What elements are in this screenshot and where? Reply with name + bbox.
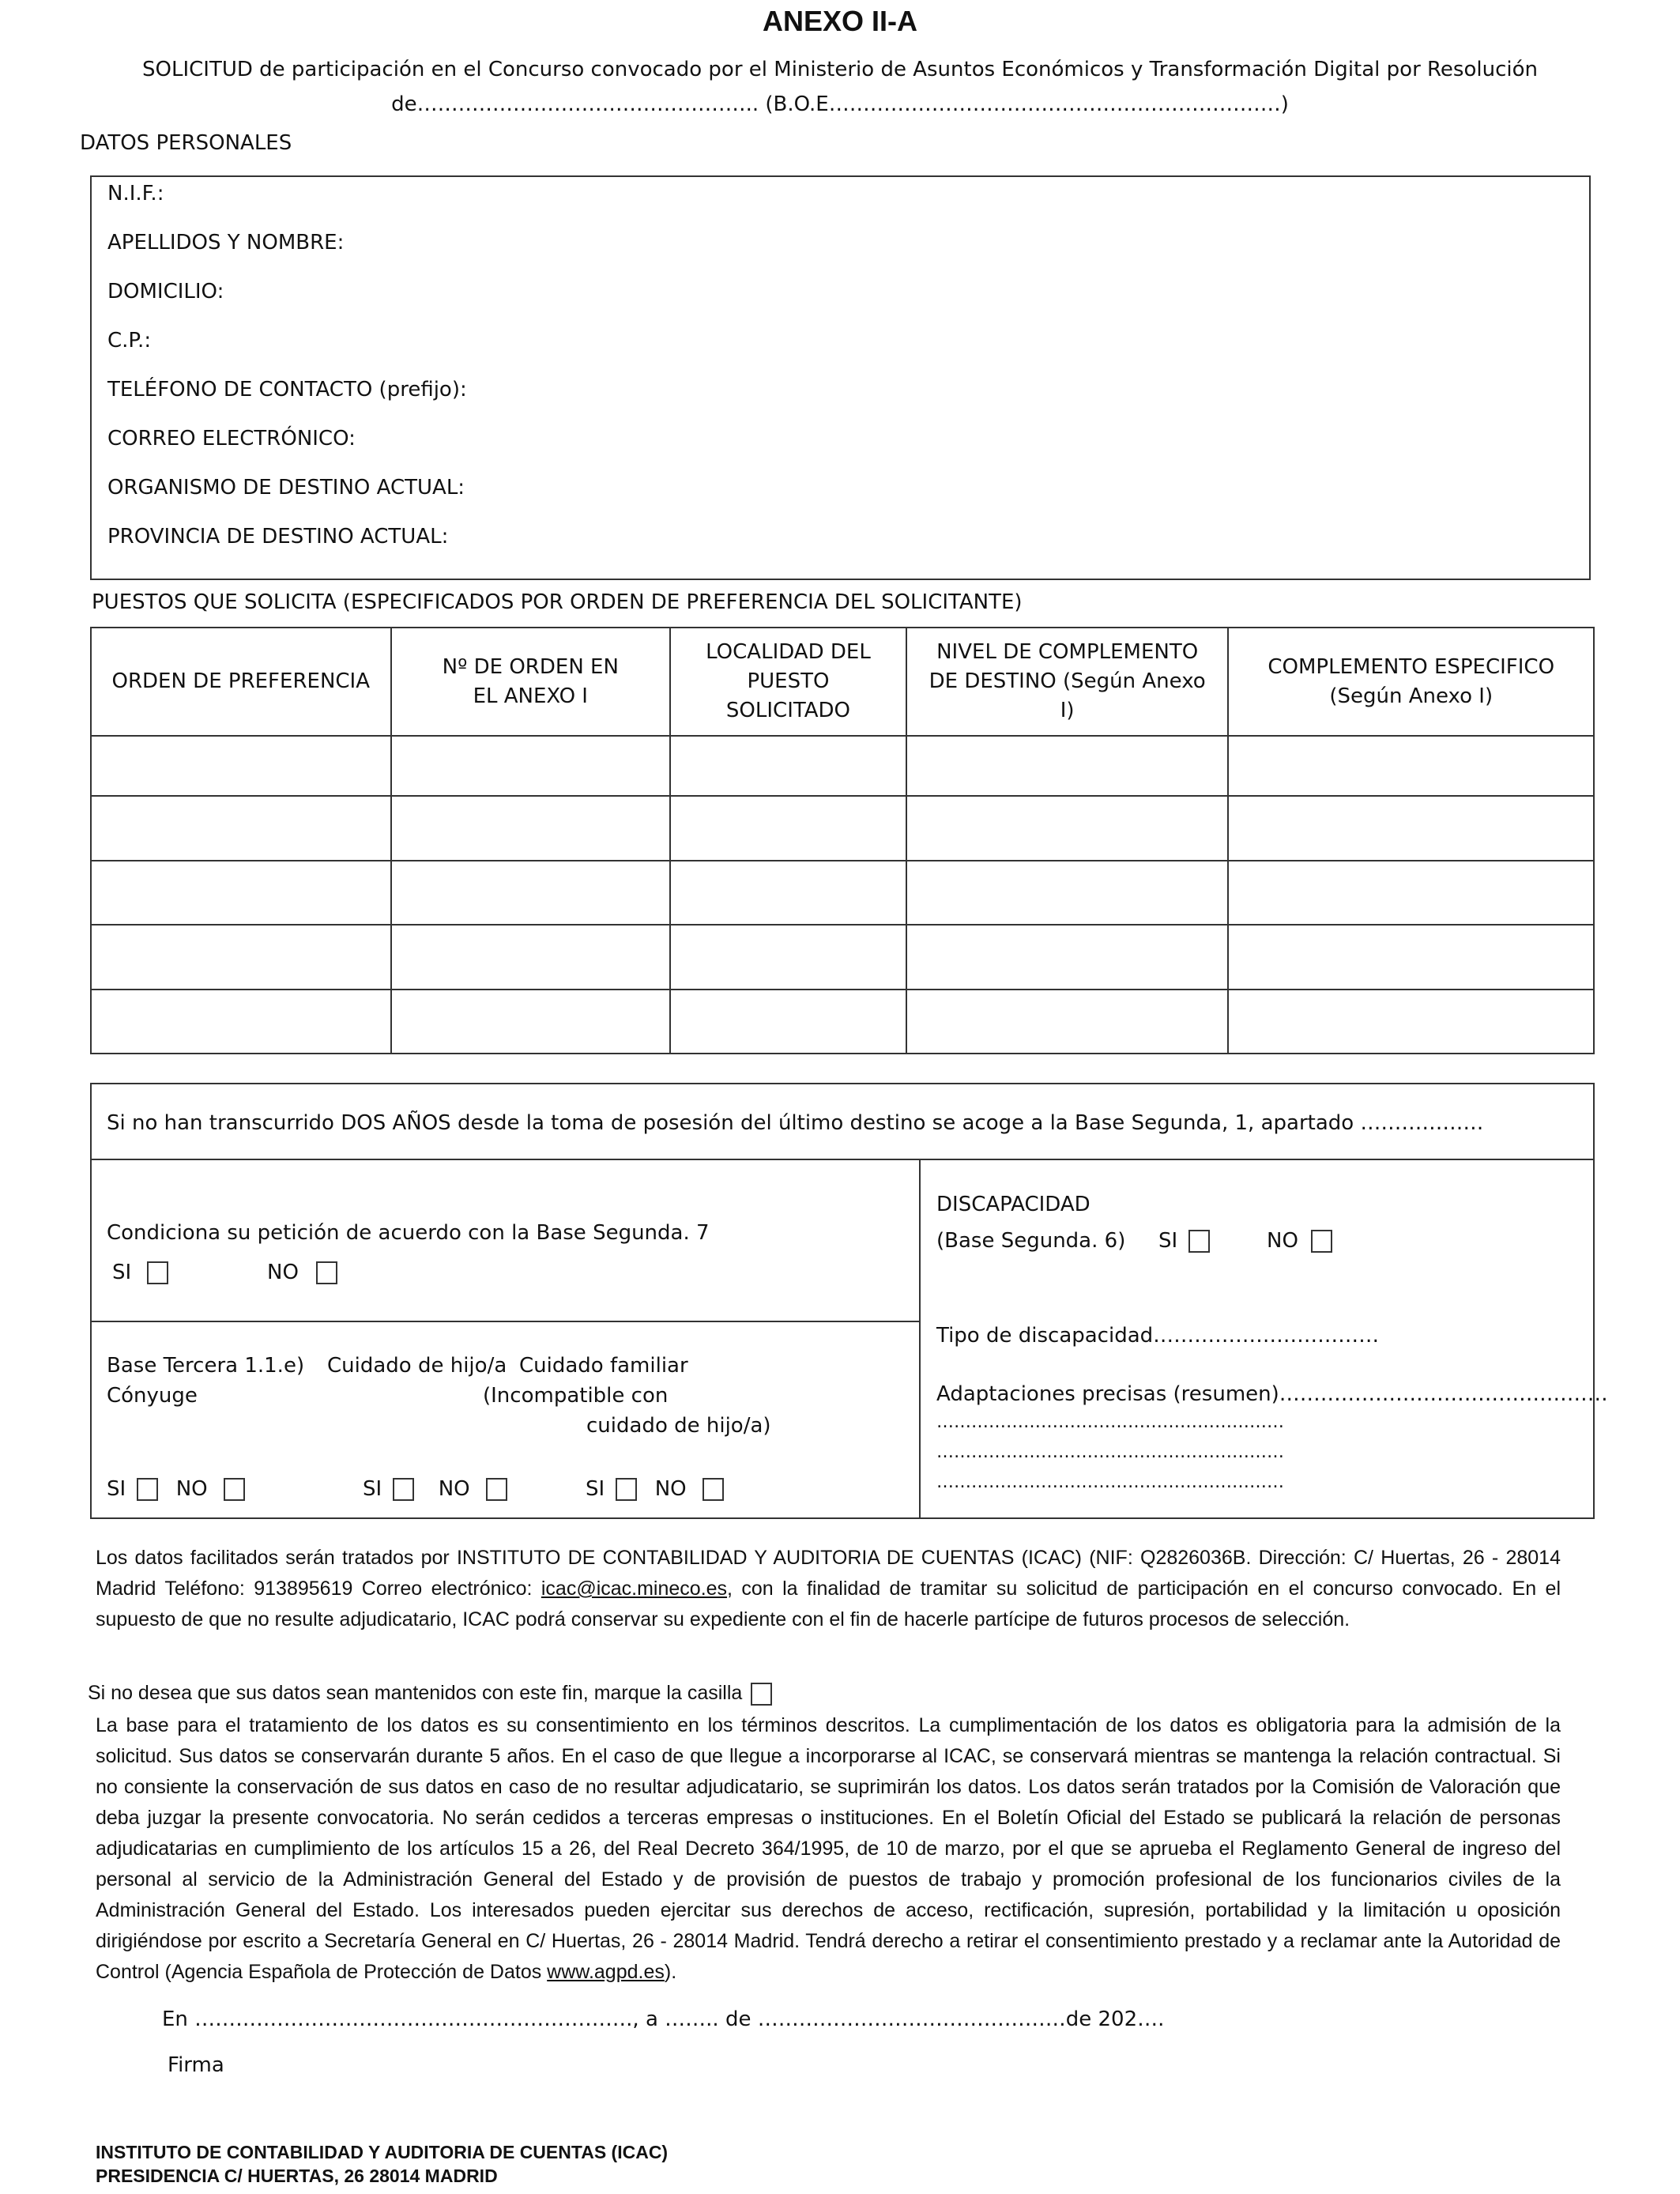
table-cell[interactable] [670, 990, 906, 1054]
condiciona-si-checkbox[interactable] [147, 1261, 168, 1284]
field-provincia[interactable]: PROVINCIA DE DESTINO ACTUAL: [107, 525, 449, 548]
adaptaciones-field[interactable]: Adaptaciones precisas (resumen)………………………………………… [936, 1382, 1608, 1406]
discapacidad-no-checkbox[interactable] [1311, 1230, 1332, 1253]
table-cell[interactable] [391, 796, 671, 861]
privacy-text: ). [664, 1961, 677, 1983]
discapacidad-no-group [1267, 1229, 1332, 1253]
table-cell[interactable] [391, 861, 671, 925]
col-localidad: LOCALIDAD DEL PUESTO SOLICITADO [670, 628, 906, 736]
table-cell[interactable] [391, 736, 671, 796]
table-cell[interactable] [91, 990, 391, 1054]
field-domicilio[interactable]: DOMICILIO: [107, 280, 224, 303]
discapacidad-heading: DISCAPACIDAD [936, 1193, 1090, 1216]
datos-personales-heading: DATOS PERSONALES [80, 131, 292, 155]
cuidado-hijo-no-checkbox[interactable] [486, 1478, 507, 1501]
cuidado-hijo-choice [363, 1477, 507, 1501]
table-cell[interactable] [906, 861, 1229, 925]
conyuge-choice [107, 1477, 245, 1501]
table-cell[interactable] [1228, 990, 1594, 1054]
no-label: NO [1267, 1229, 1298, 1253]
divider [90, 1321, 920, 1322]
puestos-header-row [91, 628, 1594, 736]
table-cell[interactable] [906, 796, 1229, 861]
cuidado-hijo-si-checkbox[interactable] [393, 1478, 414, 1501]
col-num-orden: Nº DE ORDEN EN EL ANEXO I [391, 628, 671, 736]
no-label: NO [175, 1477, 208, 1501]
table-row [91, 990, 1594, 1054]
table-cell[interactable] [670, 736, 906, 796]
privacy-paragraph-1 [96, 1543, 1561, 1635]
table-row [91, 736, 1594, 796]
conyuge-si-checkbox[interactable] [137, 1478, 158, 1501]
privacy-text: Los datos facilitados serán tratados por INSTITUTO DE CONTABILIDAD Y AUDITORIA DE CUENTAS (ICAC) (NIF: Q2826036B. Dirección: C/ Huertas, 26 - 28014 Madrid Teléfono: 913895619 Correo electrónico: [96, 1547, 1561, 1600]
col-nivel-complemento: NIVEL DE COMPLEMENTO DE DESTINO (Según Anexo I) [906, 628, 1229, 736]
base-segunda-6-label: (Base Segunda. 6) [936, 1229, 1126, 1253]
conyuge-no-checkbox[interactable] [224, 1478, 245, 1501]
condiciona-no-group [267, 1261, 337, 1284]
adaptaciones-line[interactable]: …………………………………………………… [936, 1412, 1284, 1432]
subtitle-line-2[interactable]: de………………………………………….. (B.O.E…………………………………………………………) [391, 92, 1289, 116]
footer-line-1: INSTITUTO DE CONTABILIDAD Y AUDITORIA DE CUENTAS (ICAC) [96, 2142, 669, 2162]
table-cell[interactable] [391, 990, 671, 1054]
field-organismo[interactable]: ORGANISMO DE DESTINO ACTUAL: [107, 476, 465, 499]
table-cell[interactable] [91, 861, 391, 925]
base-tercera-label: Base Tercera 1.1.e) [107, 1354, 305, 1378]
adaptaciones-line[interactable]: …………………………………………………… [936, 1442, 1284, 1462]
table-cell[interactable] [670, 861, 906, 925]
table-cell[interactable] [670, 925, 906, 990]
cuidado-familiar-choice [586, 1477, 724, 1501]
optout-row [88, 1678, 772, 1709]
table-cell[interactable] [91, 796, 391, 861]
table-cell[interactable] [91, 925, 391, 990]
table-cell[interactable] [1228, 861, 1594, 925]
table-cell[interactable] [91, 736, 391, 796]
si-label: SI [1158, 1229, 1178, 1253]
table-row [91, 796, 1594, 861]
si-label: SI [586, 1477, 605, 1501]
table-cell[interactable] [906, 925, 1229, 990]
col-orden-preferencia: ORDEN DE PREFERENCIA [91, 628, 391, 736]
table-cell[interactable] [670, 796, 906, 861]
table-row [91, 925, 1594, 990]
place-date-field[interactable]: En ………………………………………………………., a …….. de ………………………………………de 202…. [162, 2007, 1165, 2031]
si-label: SI [112, 1261, 132, 1284]
no-label: NO [654, 1477, 687, 1501]
incompatible-line-1: (Incompatible con [483, 1384, 669, 1408]
field-telefono[interactable]: TELÉFONO DE CONTACTO (prefijo): [107, 378, 467, 401]
cuidado-hijo-label: Cuidado de hijo/a [327, 1354, 507, 1378]
si-label: SI [107, 1477, 126, 1501]
agpd-link[interactable]: www.agpd.es [547, 1961, 665, 1983]
conyuge-label: Cónyuge [107, 1384, 198, 1408]
condiciona-no-checkbox[interactable] [316, 1261, 337, 1284]
cuidado-familiar-no-checkbox[interactable] [703, 1478, 724, 1501]
table-cell[interactable] [906, 990, 1229, 1054]
firma-label: Firma [168, 2053, 224, 2077]
field-correo[interactable]: CORREO ELECTRÓNICO: [107, 427, 356, 450]
table-cell[interactable] [1228, 736, 1594, 796]
adaptaciones-line[interactable]: …………………………………………………… [936, 1472, 1284, 1492]
privacy-text: La base para el tratamiento de los datos es su consentimiento en los términos descritos. La cumplimentación de los datos es obligatoria para la admisión de la solicitud. Sus datos se conservarán durante 5 años. En el caso de que llegue a incorporarse al ICAC, se conservará mientras se mantenga la relación contractual. Si no consiente la conservación de sus datos en caso de no resultar adjudicatario, se suprimirán los datos. Los datos serán tratados por la Comisión de Valoración que deba juzgar la presente convocatoria. No serán cedidos a terceras empresas o instituciones. En el Boletín Oficial del Estado se publicará la relación de personas adjudicatarias en cumplimiento de los artículos 15 a 26, del Real Decreto 364/1995, de 10 de marzo, por el que se aprueba el Reglamento General de ingreso del personal al servicio de la Administración General del Estado y de provisión de puestos de trabajo y promoción profesional de los funcionarios civiles de la Administración General del Estado. Los interesados pueden ejercitar sus derechos de acceso, rectificación, supresión, portabilidad y la limitación u oposición dirigiéndose por escrito a Secretaría General en C/ Huertas, 26 - 28014 Madrid. Tendrá derecho a retirar el consentimiento prestado y a reclamar ante la Autoridad de Control (Agencia Española de Protección de Datos [96, 1714, 1561, 1983]
subtitle-line-1: SOLICITUD de participación en el Concurso convocado por el Ministerio de Asuntos Económicos y Transformación Digital por Resolución [142, 58, 1538, 81]
puestos-table [90, 627, 1595, 1054]
personal-data-box [90, 175, 1591, 580]
dos-anos-text[interactable]: Si no han transcurrido DOS AÑOS desde la toma de posesión del último destino se acoge a la Base Segunda, 1, apartado ……………… [107, 1111, 1484, 1135]
footer-line-2: PRESIDENCIA C/ HUERTAS, 26 28014 MADRID [96, 2166, 498, 2186]
tipo-discapacidad-field[interactable]: Tipo de discapacidad…………………………… [936, 1324, 1380, 1348]
optout-text: Si no desea que sus datos sean mantenidos con este fin, marque la casilla [88, 1682, 743, 1704]
table-cell[interactable] [1228, 796, 1594, 861]
divider [919, 1159, 921, 1519]
privacy-paragraph-2 [96, 1710, 1561, 1988]
optout-checkbox[interactable] [751, 1683, 772, 1706]
cuidado-familiar-label: Cuidado familiar [519, 1354, 688, 1378]
field-apellidos-nombre[interactable]: APELLIDOS Y NOMBRE: [107, 231, 345, 254]
discapacidad-si-group [1158, 1229, 1210, 1253]
no-label: NO [438, 1477, 470, 1501]
condiciona-si-group [112, 1261, 168, 1284]
puestos-heading: PUESTOS QUE SOLICITA (ESPECIFICADOS POR ORDEN DE PREFERENCIA DEL SOLICITANTE) [92, 590, 1023, 614]
table-row [91, 861, 1594, 925]
si-label: SI [363, 1477, 382, 1501]
incompatible-line-2: cuidado de hijo/a) [586, 1414, 771, 1438]
privacy-text: , con la finalidad de tramitar su solicitud de participación en el concurso convocado. En el supuesto de que no resulte adjudicatario, ICAC podrá conservar su expediente con el fin de hacerle partícipe de futuros procesos de selección. [96, 1578, 1561, 1630]
col-complemento-especifico: COMPLEMENTO ESPECIFICO (Según Anexo I) [1228, 628, 1594, 736]
table-cell[interactable] [906, 736, 1229, 796]
table-cell[interactable] [1228, 925, 1594, 990]
condiciona-text: Condiciona su petición de acuerdo con la Base Segunda. 7 [107, 1221, 710, 1245]
field-cp[interactable]: C.P.: [107, 329, 152, 352]
cuidado-familiar-si-checkbox[interactable] [616, 1478, 637, 1501]
field-nif[interactable]: N.I.F.: [107, 182, 164, 205]
bases-box [90, 1083, 1595, 1519]
email-link[interactable]: icac@icac.mineco.es [541, 1578, 728, 1600]
discapacidad-si-checkbox[interactable] [1188, 1230, 1210, 1253]
divider [90, 1159, 1595, 1160]
no-label: NO [267, 1261, 299, 1284]
page-title: ANEXO II-A [762, 5, 917, 37]
table-cell[interactable] [391, 925, 671, 990]
